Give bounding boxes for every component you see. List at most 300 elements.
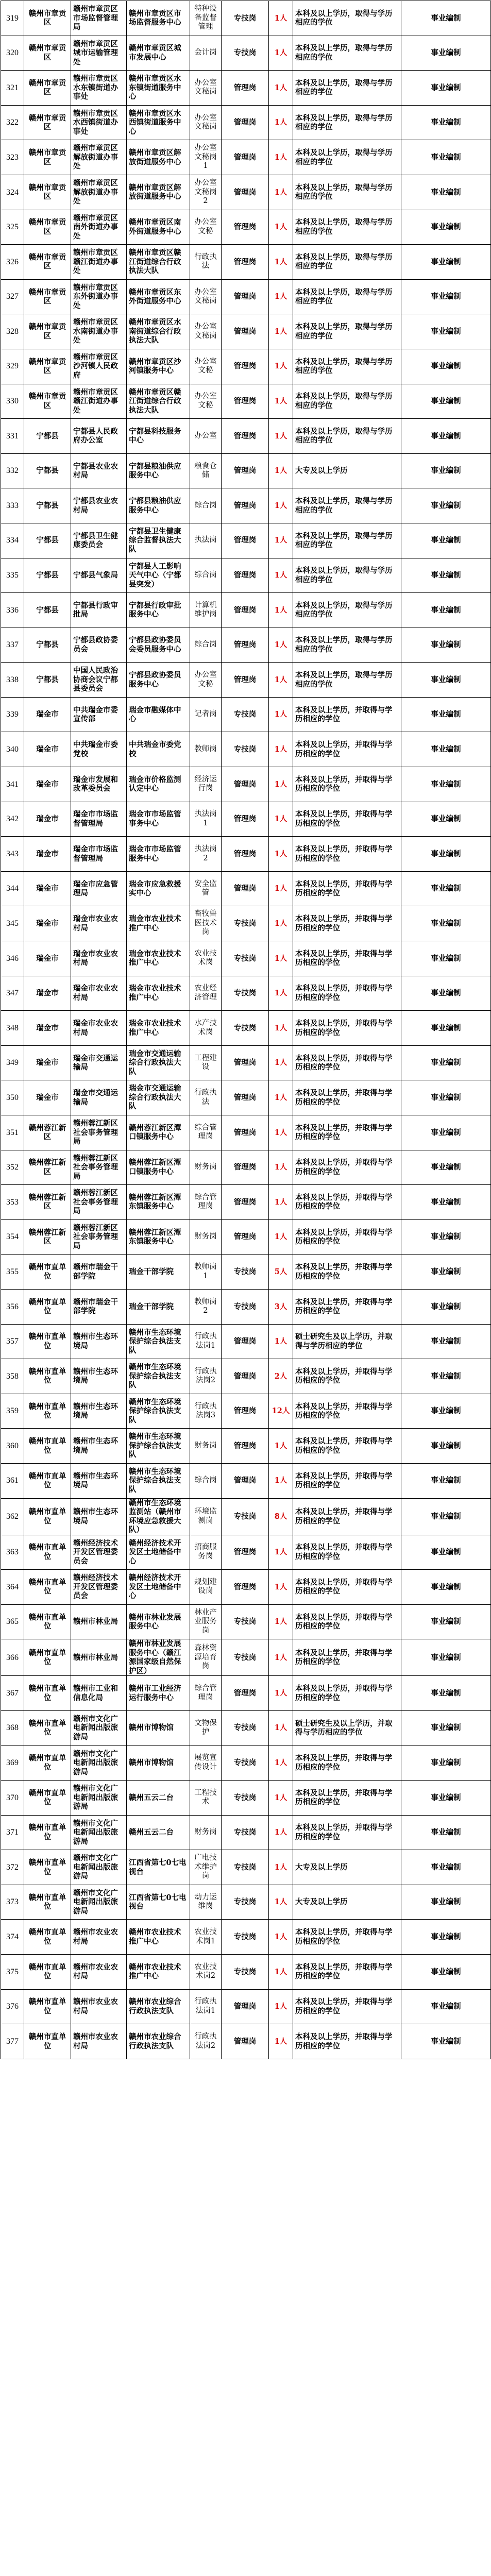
region-cell: 赣州蓉江新区 xyxy=(24,1185,71,1220)
table-row xyxy=(1,210,491,245)
department-cell: 瑞金市市场监督管理局 xyxy=(71,802,127,837)
row-number-cell: 363 xyxy=(1,1535,24,1570)
position-name-cell: 安全监管 xyxy=(190,871,222,906)
staffing-type-cell: 事业编制 xyxy=(401,210,491,245)
department-cell: 赣州市工业和信息化局 xyxy=(71,1676,127,1711)
employer-unit-cell: 中共瑞金市委党校 xyxy=(127,732,190,767)
position-name-cell: 综合管理岗 xyxy=(190,1185,222,1220)
position-type-cell: 专技岗 xyxy=(222,1745,269,1781)
row-number-cell: 369 xyxy=(1,1745,24,1781)
employer-unit-cell: 赣州市章贡区解放街道服务中心 xyxy=(127,140,190,175)
position-name-cell: 农业经济管理 xyxy=(190,976,222,1011)
department-cell: 赣州市文化广电新闻出版旅游局 xyxy=(71,1781,127,1816)
department-cell: 赣州市文化广电新闻出版旅游局 xyxy=(71,1885,127,1920)
row-number-cell: 339 xyxy=(1,697,24,732)
education-requirement-cell: 本科及以上学历，并取得与学历相应的学位 xyxy=(293,906,401,941)
headcount-cell: 1人 xyxy=(269,1955,293,1990)
table-row xyxy=(1,2024,491,2059)
education-requirement-cell: 本科及以上学历，取得与学历相应的学位 xyxy=(293,419,401,454)
table-row xyxy=(1,1359,491,1394)
staffing-type-cell: 事业编制 xyxy=(401,71,491,106)
position-name-cell: 综合岗 xyxy=(190,488,222,523)
table-row xyxy=(1,1710,491,1745)
staffing-type-cell: 事业编制 xyxy=(401,697,491,732)
education-requirement-cell: 本科及以上学历，并取得与学历相应的学位 xyxy=(293,802,401,837)
department-cell: 赣州蓉江新区社会事务管理局 xyxy=(71,1219,127,1255)
position-type-cell: 专技岗 xyxy=(222,1498,269,1535)
table-row xyxy=(1,871,491,906)
staffing-type-cell: 事业编制 xyxy=(401,663,491,698)
table-row xyxy=(1,1185,491,1220)
region-cell: 宁都县 xyxy=(24,523,71,558)
headcount-cell: 1人 xyxy=(269,1815,293,1850)
table-row xyxy=(1,1394,491,1429)
row-number-cell: 359 xyxy=(1,1394,24,1429)
position-type-cell: 管理岗 xyxy=(222,558,269,593)
table-row xyxy=(1,628,491,663)
headcount-cell: 1人 xyxy=(269,1429,293,1464)
department-cell: 赣州市林业局 xyxy=(71,1604,127,1639)
position-type-cell: 管理岗 xyxy=(222,1535,269,1570)
position-type-cell: 管理岗 xyxy=(222,871,269,906)
employer-unit-cell: 赣州市生态环境保护综合执法支队 xyxy=(127,1463,190,1498)
department-cell: 瑞金市交通运输局 xyxy=(71,1045,127,1080)
staffing-type-cell: 事业编制 xyxy=(401,732,491,767)
region-cell: 瑞金市 xyxy=(24,941,71,976)
row-number-cell: 357 xyxy=(1,1324,24,1359)
row-number-cell: 365 xyxy=(1,1604,24,1639)
education-requirement-cell: 本科及以上学历，并取得与学历相应的学位 xyxy=(293,1185,401,1220)
staffing-type-cell: 事业编制 xyxy=(401,628,491,663)
education-requirement-cell: 本科及以上学历，并取得与学历相应的学位 xyxy=(293,697,401,732)
headcount-cell: 1人 xyxy=(269,837,293,872)
position-type-cell: 专技岗 xyxy=(222,1815,269,1850)
position-type-cell: 专技岗 xyxy=(222,1850,269,1885)
education-requirement-cell: 本科及以上学历，并取得与学历相应的学位 xyxy=(293,1011,401,1046)
table-row xyxy=(1,523,491,558)
headcount-cell: 1人 xyxy=(269,976,293,1011)
education-requirement-cell: 大专及以上学历 xyxy=(293,453,401,488)
table-row xyxy=(1,1080,491,1115)
row-number-cell: 335 xyxy=(1,558,24,593)
position-name-cell: 行政执法岗1 xyxy=(190,1989,222,2024)
headcount-cell: 1人 xyxy=(269,384,293,419)
table-row xyxy=(1,1781,491,1816)
education-requirement-cell: 本科及以上学历，并取得与学历相应的学位 xyxy=(293,1604,401,1639)
position-type-cell: 管理岗 xyxy=(222,1570,269,1605)
position-name-cell: 办公室文秘岗2 xyxy=(190,175,222,210)
table-row xyxy=(1,1,491,36)
staffing-type-cell: 事业编制 xyxy=(401,1080,491,1115)
row-number-cell: 375 xyxy=(1,1955,24,1990)
department-cell: 瑞金市农业农村局 xyxy=(71,941,127,976)
education-requirement-cell: 本科及以上学历，并取得与学历相应的学位 xyxy=(293,1394,401,1429)
position-type-cell: 管理岗 xyxy=(222,663,269,698)
table-row xyxy=(1,1815,491,1850)
position-name-cell: 财务岗 xyxy=(190,1219,222,1255)
employer-unit-cell: 赣州市章贡区东外街道服务中心 xyxy=(127,279,190,314)
education-requirement-cell: 本科及以上学历，取得与学历相应的学位 xyxy=(293,71,401,106)
position-type-cell: 管理岗 xyxy=(222,837,269,872)
headcount-cell: 1人 xyxy=(269,558,293,593)
employer-unit-cell: 瑞金市应急救援实中心 xyxy=(127,871,190,906)
position-type-cell: 管理岗 xyxy=(222,1219,269,1255)
employer-unit-cell: 赣州蓉江新区潭口镇服务中心 xyxy=(127,1115,190,1150)
staffing-type-cell: 事业编制 xyxy=(401,767,491,802)
region-cell: 瑞金市 xyxy=(24,976,71,1011)
staffing-type-cell: 事业编制 xyxy=(401,1815,491,1850)
department-cell: 中共瑞金市委宣传部 xyxy=(71,697,127,732)
staffing-type-cell: 事业编制 xyxy=(401,453,491,488)
position-type-cell: 管理岗 xyxy=(222,488,269,523)
education-requirement-cell: 本科及以上学历，并取得与学历相应的学位 xyxy=(293,1639,401,1676)
headcount-cell: 1人 xyxy=(269,245,293,280)
region-cell: 赣州市直单位 xyxy=(24,1676,71,1711)
education-requirement-cell: 本科及以上学历，并取得与学历相应的学位 xyxy=(293,1463,401,1498)
row-number-cell: 361 xyxy=(1,1463,24,1498)
row-number-cell: 368 xyxy=(1,1710,24,1745)
department-cell: 赣州市章贡区城市运输管理处 xyxy=(71,36,127,71)
staffing-type-cell: 事业编制 xyxy=(401,1535,491,1570)
row-number-cell: 374 xyxy=(1,1920,24,1955)
row-number-cell: 323 xyxy=(1,140,24,175)
staffing-type-cell: 事业编制 xyxy=(401,349,491,384)
education-requirement-cell: 本科及以上学历，取得与学历相应的学位 xyxy=(293,210,401,245)
position-name-cell: 办公室文秘岗 xyxy=(190,279,222,314)
region-cell: 赣州市章贡区 xyxy=(24,1,71,36)
region-cell: 瑞金市 xyxy=(24,697,71,732)
position-type-cell: 专技岗 xyxy=(222,36,269,71)
table-row xyxy=(1,105,491,140)
row-number-cell: 371 xyxy=(1,1815,24,1850)
department-cell: 赣州市章贡区水东镇街道办事处 xyxy=(71,71,127,106)
region-cell: 赣州市章贡区 xyxy=(24,175,71,210)
row-number-cell: 372 xyxy=(1,1850,24,1885)
headcount-cell: 1人 xyxy=(269,210,293,245)
region-cell: 赣州市直单位 xyxy=(24,1463,71,1498)
region-cell: 瑞金市 xyxy=(24,1045,71,1080)
table-row xyxy=(1,732,491,767)
position-name-cell: 综合岗 xyxy=(190,1463,222,1498)
position-name-cell: 广电技术维护岗 xyxy=(190,1850,222,1885)
headcount-cell: 1人 xyxy=(269,349,293,384)
department-cell: 赣州市文化广电新闻出版旅游局 xyxy=(71,1710,127,1745)
headcount-cell: 1人 xyxy=(269,1570,293,1605)
position-type-cell: 专技岗 xyxy=(222,1781,269,1816)
row-number-cell: 353 xyxy=(1,1185,24,1220)
employer-unit-cell: 赣州市章贡区南外街道服务中心 xyxy=(127,210,190,245)
headcount-cell: 1人 xyxy=(269,279,293,314)
staffing-type-cell: 事业编制 xyxy=(401,314,491,349)
headcount-cell: 1人 xyxy=(269,906,293,941)
headcount-cell: 8人 xyxy=(269,1498,293,1535)
table-row xyxy=(1,1570,491,1605)
staffing-type-cell: 事业编制 xyxy=(401,2024,491,2059)
staffing-type-cell: 事业编制 xyxy=(401,1,491,36)
position-name-cell: 特种设备监督管理 xyxy=(190,1,222,36)
position-name-cell: 财务岗 xyxy=(190,1429,222,1464)
department-cell: 赣州市章贡区解放街道办事处 xyxy=(71,175,127,210)
headcount-cell: 1人 xyxy=(269,1219,293,1255)
employer-unit-cell: 瑞金市市场监管服务中心 xyxy=(127,837,190,872)
staffing-type-cell: 事业编制 xyxy=(401,1289,491,1324)
position-type-cell: 专技岗 xyxy=(222,1011,269,1046)
employer-unit-cell: 瑞金市农业技术推广中心 xyxy=(127,941,190,976)
staffing-type-cell: 事业编制 xyxy=(401,593,491,628)
position-type-cell: 专技岗 xyxy=(222,1639,269,1676)
department-cell: 瑞金市农业农村局 xyxy=(71,906,127,941)
region-cell: 瑞金市 xyxy=(24,732,71,767)
region-cell: 赣州蓉江新区 xyxy=(24,1150,71,1185)
table-row xyxy=(1,419,491,454)
employer-unit-cell: 赣州经济技术开发区土地储备中心 xyxy=(127,1535,190,1570)
employer-unit-cell: 瑞金市价格监测认定中心 xyxy=(127,767,190,802)
education-requirement-cell: 本科及以上学历，取得与学历相应的学位 xyxy=(293,314,401,349)
row-number-cell: 377 xyxy=(1,2024,24,2059)
headcount-cell: 1人 xyxy=(269,1850,293,1885)
row-number-cell: 349 xyxy=(1,1045,24,1080)
employer-unit-cell: 宁都县行政审批服务中心 xyxy=(127,593,190,628)
employer-unit-cell: 瑞金干部学院 xyxy=(127,1255,190,1290)
staffing-type-cell: 事业编制 xyxy=(401,1745,491,1781)
staffing-type-cell: 事业编制 xyxy=(401,1781,491,1816)
department-cell: 赣州市生态环境局 xyxy=(71,1429,127,1464)
staffing-type-cell: 事业编制 xyxy=(401,1045,491,1080)
position-type-cell: 管理岗 xyxy=(222,767,269,802)
education-requirement-cell: 本科及以上学历，并取得与学历相应的学位 xyxy=(293,1745,401,1781)
employer-unit-cell: 赣州市章贡区赣江街道综合行政执法大队 xyxy=(127,384,190,419)
position-type-cell: 管理岗 xyxy=(222,1463,269,1498)
position-type-cell: 管理岗 xyxy=(222,105,269,140)
position-name-cell: 行政执法 xyxy=(190,1080,222,1115)
table-row xyxy=(1,1219,491,1255)
row-number-cell: 376 xyxy=(1,1989,24,2024)
position-name-cell: 畜牧兽医技术岗 xyxy=(190,906,222,941)
region-cell: 赣州市章贡区 xyxy=(24,279,71,314)
region-cell: 瑞金市 xyxy=(24,1080,71,1115)
department-cell: 赣州市农业农村局 xyxy=(71,2024,127,2059)
headcount-cell: 1人 xyxy=(269,628,293,663)
position-type-cell: 管理岗 xyxy=(222,1150,269,1185)
department-cell: 中国人民政治协商会议宁都县委员会 xyxy=(71,663,127,698)
department-cell: 宁都县气象局 xyxy=(71,558,127,593)
region-cell: 赣州市直单位 xyxy=(24,1850,71,1885)
staffing-type-cell: 事业编制 xyxy=(401,1150,491,1185)
position-name-cell: 教师岗2 xyxy=(190,1289,222,1324)
table-row xyxy=(1,1989,491,2024)
table-row xyxy=(1,349,491,384)
position-name-cell: 招商服务岗 xyxy=(190,1535,222,1570)
position-type-cell: 管理岗 xyxy=(222,175,269,210)
department-cell: 宁都县农业农村局 xyxy=(71,488,127,523)
table-row xyxy=(1,384,491,419)
employer-unit-cell: 赣州市农业技术推广中心 xyxy=(127,1920,190,1955)
position-name-cell: 粮食仓储 xyxy=(190,453,222,488)
region-cell: 赣州市章贡区 xyxy=(24,210,71,245)
position-type-cell: 管理岗 xyxy=(222,1324,269,1359)
department-cell: 赣州市生态环境局 xyxy=(71,1463,127,1498)
staffing-type-cell: 事业编制 xyxy=(401,1885,491,1920)
department-cell: 赣州蓉江新区社会事务管理局 xyxy=(71,1150,127,1185)
employer-unit-cell: 赣州市生态环境保护综合执法支队 xyxy=(127,1429,190,1464)
position-type-cell: 管理岗 xyxy=(222,628,269,663)
staffing-type-cell: 事业编制 xyxy=(401,1710,491,1745)
table-row xyxy=(1,1498,491,1535)
education-requirement-cell: 本科及以上学历，并取得与学历相应的学位 xyxy=(293,1289,401,1324)
staffing-type-cell: 事业编制 xyxy=(401,1185,491,1220)
education-requirement-cell: 本科及以上学历，并取得与学历相应的学位 xyxy=(293,767,401,802)
education-requirement-cell: 本科及以上学历，并取得与学历相应的学位 xyxy=(293,976,401,1011)
employer-unit-cell: 宁都县卫生健康综合监督执法大队 xyxy=(127,523,190,558)
staffing-type-cell: 事业编制 xyxy=(401,1115,491,1150)
position-type-cell: 管理岗 xyxy=(222,802,269,837)
headcount-cell: 3人 xyxy=(269,1289,293,1324)
education-requirement-cell: 本科及以上学历，并取得与学历相应的学位 xyxy=(293,1219,401,1255)
position-name-cell: 经济运行岗 xyxy=(190,767,222,802)
education-requirement-cell: 本科及以上学历，并取得与学历相应的学位 xyxy=(293,1045,401,1080)
row-number-cell: 321 xyxy=(1,71,24,106)
department-cell: 宁都县农业农村局 xyxy=(71,453,127,488)
education-requirement-cell: 硕士研究生及以上学历，并取得与学历相应的学位 xyxy=(293,1324,401,1359)
position-name-cell: 计算机维护岗 xyxy=(190,593,222,628)
row-number-cell: 341 xyxy=(1,767,24,802)
region-cell: 宁都县 xyxy=(24,419,71,454)
position-name-cell: 办公室文秘 xyxy=(190,210,222,245)
department-cell: 赣州市章贡区南外街道办事处 xyxy=(71,210,127,245)
education-requirement-cell: 本科及以上学历，取得与学历相应的学位 xyxy=(293,593,401,628)
staffing-type-cell: 事业编制 xyxy=(401,802,491,837)
department-cell: 赣州市文化广电新闻出版旅游局 xyxy=(71,1815,127,1850)
education-requirement-cell: 本科及以上学历，取得与学历相应的学位 xyxy=(293,245,401,280)
position-type-cell: 管理岗 xyxy=(222,279,269,314)
position-name-cell: 记者岗 xyxy=(190,697,222,732)
education-requirement-cell: 本科及以上学历，取得与学历相应的学位 xyxy=(293,1,401,36)
table-row xyxy=(1,1150,491,1185)
table-row xyxy=(1,1324,491,1359)
employer-unit-cell: 赣州市工业经济运行服务中心 xyxy=(127,1676,190,1711)
staffing-type-cell: 事业编制 xyxy=(401,1394,491,1429)
education-requirement-cell: 本科及以上学历，取得与学历相应的学位 xyxy=(293,349,401,384)
education-requirement-cell: 本科及以上学历，并取得与学历相应的学位 xyxy=(293,1359,401,1394)
headcount-cell: 1人 xyxy=(269,1535,293,1570)
department-cell: 赣州市瑞金干部学院 xyxy=(71,1255,127,1290)
row-number-cell: 362 xyxy=(1,1498,24,1535)
table-row xyxy=(1,802,491,837)
row-number-cell: 370 xyxy=(1,1781,24,1816)
region-cell: 宁都县 xyxy=(24,628,71,663)
position-name-cell: 水产技术岗 xyxy=(190,1011,222,1046)
education-requirement-cell: 本科及以上学历，取得与学历相应的学位 xyxy=(293,384,401,419)
table-row xyxy=(1,976,491,1011)
department-cell: 赣州市生态环境局 xyxy=(71,1324,127,1359)
department-cell: 瑞金市市场监督管理局 xyxy=(71,837,127,872)
table-row xyxy=(1,837,491,872)
table-row xyxy=(1,1885,491,1920)
region-cell: 赣州市直单位 xyxy=(24,1815,71,1850)
table-row xyxy=(1,279,491,314)
staffing-type-cell: 事业编制 xyxy=(401,1604,491,1639)
headcount-cell: 1人 xyxy=(269,1324,293,1359)
region-cell: 赣州市直单位 xyxy=(24,1255,71,1290)
department-cell: 赣州经济技术开发区管理委员会 xyxy=(71,1570,127,1605)
position-type-cell: 管理岗 xyxy=(222,245,269,280)
employer-unit-cell: 江西省第七0七电视台 xyxy=(127,1850,190,1885)
table-row xyxy=(1,767,491,802)
table-row xyxy=(1,314,491,349)
row-number-cell: 340 xyxy=(1,732,24,767)
row-number-cell: 351 xyxy=(1,1115,24,1150)
position-type-cell: 管理岗 xyxy=(222,1394,269,1429)
table-row xyxy=(1,1604,491,1639)
headcount-cell: 1人 xyxy=(269,1080,293,1115)
staffing-type-cell: 事业编制 xyxy=(401,837,491,872)
row-number-cell: 366 xyxy=(1,1639,24,1676)
headcount-cell: 1人 xyxy=(269,941,293,976)
position-name-cell: 规划建设岗 xyxy=(190,1570,222,1605)
department-cell: 赣州市章贡区水南街道办事处 xyxy=(71,314,127,349)
row-number-cell: 352 xyxy=(1,1150,24,1185)
table-row xyxy=(1,245,491,280)
row-number-cell: 344 xyxy=(1,871,24,906)
table-row xyxy=(1,488,491,523)
region-cell: 瑞金市 xyxy=(24,802,71,837)
department-cell: 瑞金市交通运输局 xyxy=(71,1080,127,1115)
position-name-cell: 行政执法岗2 xyxy=(190,2024,222,2059)
position-type-cell: 专技岗 xyxy=(222,1255,269,1290)
staffing-type-cell: 事业编制 xyxy=(401,1676,491,1711)
staffing-type-cell: 事业编制 xyxy=(401,906,491,941)
position-type-cell: 专技岗 xyxy=(222,906,269,941)
employer-unit-cell: 赣州五云二台 xyxy=(127,1781,190,1816)
education-requirement-cell: 本科及以上学历，并取得与学历相应的学位 xyxy=(293,1080,401,1115)
education-requirement-cell: 本科及以上学历，并取得与学历相应的学位 xyxy=(293,1498,401,1535)
row-number-cell: 358 xyxy=(1,1359,24,1394)
department-cell: 赣州市章贡区赣江街道办事处 xyxy=(71,384,127,419)
staffing-type-cell: 事业编制 xyxy=(401,1955,491,1990)
headcount-cell: 1人 xyxy=(269,697,293,732)
position-name-cell: 办公室文秘岗 xyxy=(190,71,222,106)
row-number-cell: 346 xyxy=(1,941,24,976)
position-type-cell: 管理岗 xyxy=(222,2024,269,2059)
table-row xyxy=(1,941,491,976)
staffing-type-cell: 事业编制 xyxy=(401,36,491,71)
position-name-cell: 综合管理岗 xyxy=(190,1115,222,1150)
staffing-type-cell: 事业编制 xyxy=(401,871,491,906)
education-requirement-cell: 本科及以上学历，取得与学历相应的学位 xyxy=(293,279,401,314)
region-cell: 瑞金市 xyxy=(24,871,71,906)
headcount-cell: 1人 xyxy=(269,663,293,698)
position-type-cell: 专技岗 xyxy=(222,976,269,1011)
row-number-cell: 356 xyxy=(1,1289,24,1324)
region-cell: 赣州市直单位 xyxy=(24,1989,71,2024)
department-cell: 赣州市章贡区赣江街道办事处 xyxy=(71,245,127,280)
department-cell: 赣州市生态环境局 xyxy=(71,1394,127,1429)
education-requirement-cell: 本科及以上学历，取得与学历相应的学位 xyxy=(293,628,401,663)
row-number-cell: 355 xyxy=(1,1255,24,1290)
education-requirement-cell: 本科及以上学历，并取得与学历相应的学位 xyxy=(293,1255,401,1290)
staffing-type-cell: 事业编制 xyxy=(401,1011,491,1046)
education-requirement-cell: 本科及以上学历，取得与学历相应的学位 xyxy=(293,663,401,698)
row-number-cell: 348 xyxy=(1,1011,24,1046)
position-type-cell: 管理岗 xyxy=(222,523,269,558)
employer-unit-cell: 赣州市博物馆 xyxy=(127,1710,190,1745)
region-cell: 赣州市章贡区 xyxy=(24,245,71,280)
row-number-cell: 332 xyxy=(1,453,24,488)
headcount-cell: 1人 xyxy=(269,1639,293,1676)
row-number-cell: 354 xyxy=(1,1219,24,1255)
table-row xyxy=(1,663,491,698)
staffing-type-cell: 事业编制 xyxy=(401,384,491,419)
